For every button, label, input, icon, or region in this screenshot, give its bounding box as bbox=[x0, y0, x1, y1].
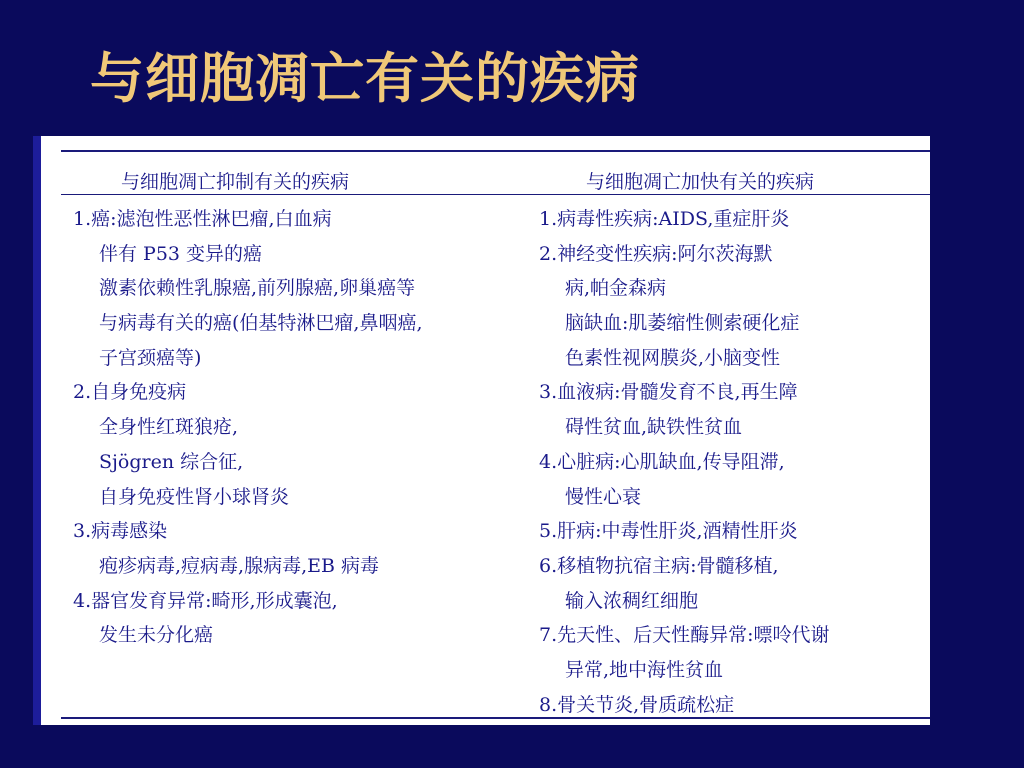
list-item: 伴有 P53 变异的癌 bbox=[99, 242, 263, 265]
left-column-list bbox=[73, 202, 423, 653]
list-item: 碍性贫血,缺铁性贫血 bbox=[565, 416, 743, 439]
list-item: 病,帕金森病 bbox=[565, 277, 667, 300]
list-item: 发生未分化癌 bbox=[99, 624, 214, 647]
list-item: 4.心脏病:心肌缺血,传导阻滞, bbox=[539, 450, 785, 473]
list-item: 自身免疫性肾小球肾炎 bbox=[99, 485, 290, 508]
list-item: 输入浓稠红细胞 bbox=[565, 589, 699, 612]
list-item: 全身性红斑狼疮, bbox=[99, 416, 239, 439]
right-column-list bbox=[539, 202, 830, 722]
table-bottom-rule bbox=[61, 717, 930, 719]
list-item: 4.器官发育异常:畸形,形成囊泡, bbox=[73, 589, 338, 612]
list-item: 脑缺血:肌萎缩性侧索硬化症 bbox=[565, 312, 800, 335]
list-item: 6.移植物抗宿主病:骨髓移植, bbox=[539, 554, 779, 577]
list-item: 异常,地中海性贫血 bbox=[565, 658, 724, 681]
list-item: 2.自身免疫病 bbox=[73, 381, 187, 404]
slide-title: 与细胞凋亡有关的疾病 bbox=[90, 47, 640, 110]
header-rule bbox=[61, 194, 930, 195]
list-item: 2.神经变性疾病:阿尔茨海默 bbox=[539, 242, 773, 265]
list-item: 1.病毒性疾病:AIDS,重症肝炎 bbox=[539, 208, 790, 230]
list-item: 与病毒有关的癌(伯基特淋巴瘤,鼻咽癌, bbox=[99, 312, 423, 335]
list-item: 3.血液病:骨髓发育不良,再生障 bbox=[539, 381, 798, 404]
list-item: Sjögren 综合征, bbox=[99, 450, 244, 473]
right-column-header: 与细胞凋亡加快有关的疾病 bbox=[586, 171, 815, 193]
table-top-rule bbox=[61, 150, 930, 152]
list-item: 8.骨关节炎,骨质疏松症 bbox=[539, 693, 735, 716]
list-item: 色素性视网膜炎,小脑变性 bbox=[565, 346, 781, 369]
list-item: 疱疹病毒,痘病毒,腺病毒,EB 病毒 bbox=[99, 554, 379, 577]
list-item: 3.病毒感染 bbox=[73, 520, 168, 543]
left-column-header: 与细胞凋亡抑制有关的疾病 bbox=[121, 171, 350, 193]
list-item: 5.肝病:中毒性肝炎,酒精性肝炎 bbox=[539, 520, 798, 543]
accent-bar bbox=[33, 136, 41, 725]
list-item: 7.先天性、后天性酶异常:嘌呤代谢 bbox=[539, 624, 830, 647]
list-item: 1.癌:滤泡性恶性淋巴瘤,白血病 bbox=[73, 208, 332, 230]
list-item: 子宫颈癌等) bbox=[99, 346, 202, 369]
list-item: 激素依赖性乳腺癌,前列腺癌,卵巢癌等 bbox=[99, 277, 416, 300]
table-panel bbox=[41, 136, 930, 725]
list-item: 慢性心衰 bbox=[565, 485, 642, 508]
